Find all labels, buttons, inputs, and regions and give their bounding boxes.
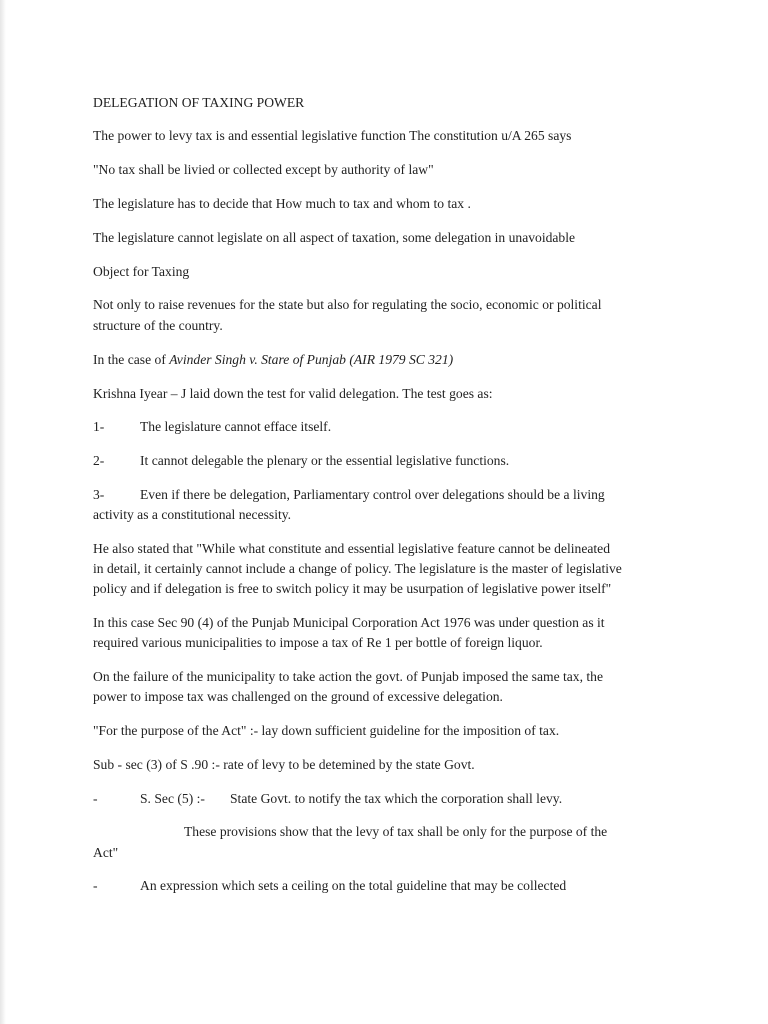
test-item-3: [93, 485, 605, 505]
test-text: It cannot delegable the plenary or the essential legislative functions.: [140, 453, 510, 468]
section-90-line-2: required various municipalities to impose a tax of Re 1 per bottle of foreign liquor.: [93, 635, 543, 650]
test-text: The legislature cannot efface itself.: [140, 419, 332, 434]
provisions-line-1: These provisions show that the levy of tax shall be only for the purpose of the: [184, 824, 608, 839]
paragraph-revenues-line2: structure of the country.: [93, 318, 223, 333]
paragraph-power-to-levy: The power to levy tax is and essential legislative function The constitution u/A 265 says: [93, 128, 572, 143]
case-citation: Avinder Singh v. Stare of Punjab (AIR 1979 SC 321): [169, 352, 454, 367]
bullet-label: S. Sec (5) :-: [140, 791, 205, 806]
test-text: Even if there be delegation, Parliamentary control over delegations should be a living: [140, 487, 605, 502]
sub-section-3: Sub - sec (3) of S .90 :- rate of levy to be detemined by the state Govt.: [93, 757, 475, 772]
heading-object-for-taxing: Object for Taxing: [93, 264, 190, 279]
provisions-line-2: Act": [93, 845, 119, 860]
paragraph-revenues-line1: Not only to raise revenues for the state but also for regulating the socio, economic or political: [93, 297, 602, 312]
quote-line-1: He also stated that "While what constitute and essential legislative feature cannot be delineated: [93, 541, 611, 556]
quote-line-2: in detail, it certainly cannot include a change of policy. The legislature is the master of legislative: [93, 561, 622, 576]
purpose-of-act: "For the purpose of the Act" :- lay down sufficient guideline for the imposition of tax.: [93, 723, 560, 738]
paragraph-krishna-iyear: Krishna Iyear – J laid down the test for valid delegation. The test goes as:: [93, 386, 493, 401]
test-item-2: [93, 451, 509, 471]
paragraph-quote-no-tax: "No tax shall be livied or collected except by authority of law": [93, 162, 434, 177]
bullet-sub-section-5: [93, 789, 562, 809]
paragraph-cannot-legislate: The legislature cannot legislate on all aspect of taxation, some delegation in unavoidable: [93, 230, 576, 245]
quote-line-3: policy and if delegation is free to switch policy it may be usurpation of legislative power itself": [93, 581, 612, 596]
test-number: 2-: [93, 453, 105, 468]
paragraph-case-reference: [93, 350, 693, 370]
bullet-text: State Govt. to notify the tax which the corporation shall levy.: [230, 791, 563, 806]
bullet-text: An expression which sets a ceiling on the total guideline that may be collected: [140, 878, 567, 893]
section-90-line-1: In this case Sec 90 (4) of the Punjab Municipal Corporation Act 1976 was under question as it: [93, 615, 605, 630]
bullet-dash: -: [93, 878, 98, 893]
test-item-1: [93, 417, 331, 437]
bullet-expression-ceiling: [93, 876, 566, 896]
bullet-dash: -: [93, 791, 98, 806]
test-number: 3-: [93, 487, 105, 502]
test-number: 1-: [93, 419, 105, 434]
paragraph-how-much-to-tax: The legislature has to decide that How much to tax and whom to tax .: [93, 196, 471, 211]
case-prefix: In the case of: [93, 352, 170, 367]
failure-line-1: On the failure of the municipality to take action the govt. of Punjab imposed the same tax, the: [93, 669, 604, 684]
document-title: DELEGATION OF TAXING POWER: [93, 95, 305, 110]
failure-line-2: power to impose tax was challenged on the ground of excessive delegation.: [93, 689, 503, 704]
test-item-3-continuation: activity as a constitutional necessity.: [93, 507, 292, 522]
